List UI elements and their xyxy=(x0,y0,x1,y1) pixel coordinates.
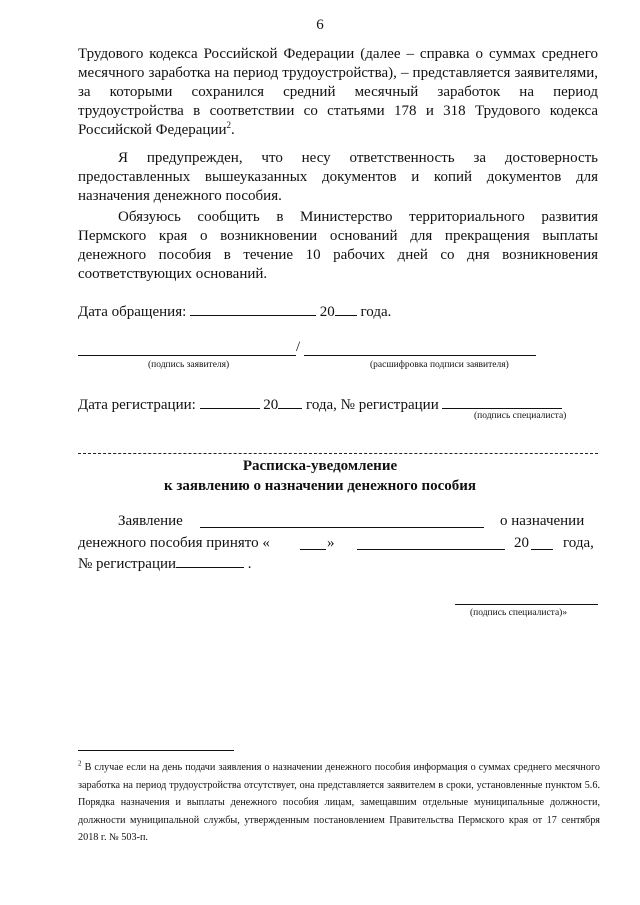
receipt-quote-close: » xyxy=(327,535,335,551)
receipt-registration-label: № регистрации xyxy=(78,556,177,572)
specialist-signature-caption: (подпись специалиста) xyxy=(474,411,567,421)
application-date-suffix: года. xyxy=(360,304,392,320)
footnote xyxy=(78,759,600,847)
receipt-specialist-caption: (подпись специалиста)» xyxy=(470,608,568,618)
paragraph-1-tail: . xyxy=(231,122,235,138)
application-date-century: 20 xyxy=(319,304,335,320)
footnote-separator xyxy=(78,750,234,751)
receipt-line1-start: Заявление xyxy=(118,513,183,529)
application-year-blank[interactable] xyxy=(335,302,357,316)
receipt-year-blank[interactable] xyxy=(531,549,553,550)
receipt-line3 xyxy=(78,554,252,573)
footnote-marker: 2 xyxy=(78,759,82,768)
receipt-line2-start: денежного пособия принято « xyxy=(78,535,270,551)
receipt-century: 20 xyxy=(514,535,529,551)
paragraph-1-text: Трудового кодекса Российской Федерации (далее – справка о суммах среднего месячного заработка на период трудоустройства), – представляется заявителями, за которыми сохранился средний месячный заработок на период трудоустройства в соответствии со статьями 178 и 318 Трудового кодекса Российской Федерации xyxy=(78,46,598,138)
paragraph-1 xyxy=(78,45,598,140)
receipt-registration-blank[interactable] xyxy=(176,554,244,568)
registration-century: 20 xyxy=(263,397,279,413)
receipt-line2-end: года, xyxy=(563,535,594,551)
paragraph-2: Я предупрежден, что несу ответственность за достоверность предоставленных вышеуказанных документов и копий документов для назначения денежного пособия. xyxy=(78,150,598,204)
receipt-month-blank[interactable] xyxy=(357,549,505,550)
application-date-label: Дата обращения: xyxy=(78,304,187,320)
signature-separator: / xyxy=(296,339,301,355)
receipt-line3-end: . xyxy=(247,556,252,572)
signature-line[interactable] xyxy=(78,355,296,356)
paragraph-3: Обязуюсь сообщить в Министерство территориального развития Пермского края о возникновении оснований для прекращения выплаты денежного пособия в течение 10 рабочих дней со дня возникновения соответствующих оснований. xyxy=(78,209,598,282)
cut-line xyxy=(78,453,598,454)
signature-caption: (подпись заявителя) xyxy=(148,360,230,370)
application-date-blank[interactable] xyxy=(190,302,316,316)
receipt-title: Расписка-уведомление xyxy=(242,458,398,474)
receipt-specialist-line[interactable] xyxy=(455,604,598,605)
receipt-application-blank[interactable] xyxy=(200,527,484,528)
registration-label: Дата регистрации: xyxy=(78,397,196,413)
footnote-reference: 2 xyxy=(226,120,232,130)
receipt-day-blank[interactable] xyxy=(300,549,326,550)
receipt-subtitle: к заявлению о назначении денежного пособия xyxy=(163,478,477,494)
registration-year-blank[interactable] xyxy=(278,395,302,409)
application-date-line xyxy=(78,302,391,321)
registration-date-blank[interactable] xyxy=(200,395,260,409)
signature-decoding-line[interactable] xyxy=(304,355,536,356)
decoding-caption: (расшифровка подписи заявителя) xyxy=(370,360,509,370)
page-number: 6 xyxy=(316,17,324,33)
footnote-text: В случае если на день подачи заявления о назначении денежного пособия информация о суммах среднего месячного заработка на период трудоустройства отсутствует, она представляется заявителем в сроки, установленные пунктом 5.6. Порядка назначения и выплаты денежного пособия лицам, замещавшим отдельные муниципальные должности, должности муниципальной службы, утвержденным постановлением Правительства Пермского края от 17 сентября 2018 г. № 503-п. xyxy=(78,762,600,843)
receipt-line1-end: о назначении xyxy=(500,513,585,529)
registration-number-blank[interactable] xyxy=(442,395,562,409)
registration-middle: года, № регистрации xyxy=(306,397,439,413)
